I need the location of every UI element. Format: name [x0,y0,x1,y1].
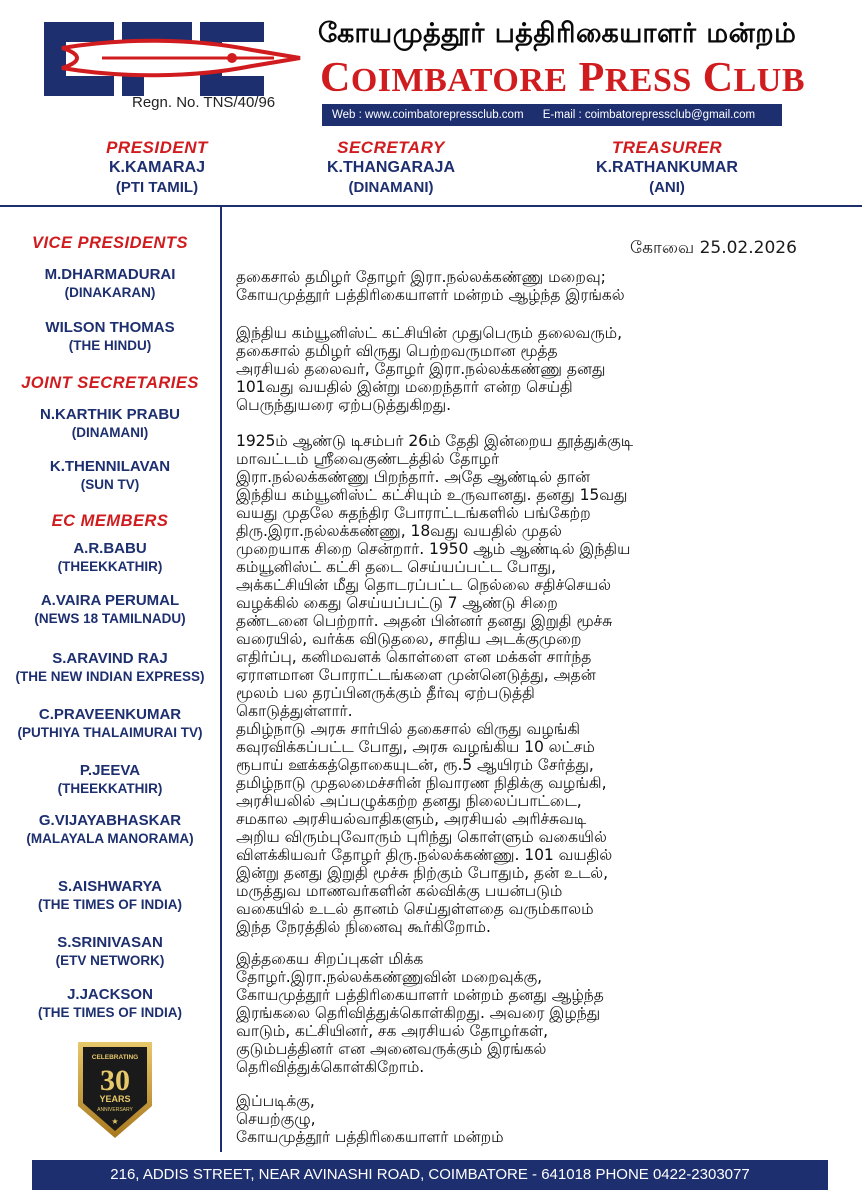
english-title: COIMBATORE PRESS CLUB [320,55,806,101]
website-link[interactable]: Web : www.coimbatorepressclub.com [332,109,524,121]
member-org: (DINAKARAN) [64,285,156,300]
member-org: (THE TIMES OF INDIA) [38,897,182,912]
member-entry [0,812,220,846]
secretary-block [296,138,486,196]
tamil-title: கோயமுத்தூர் பத்திரிகையாளர் மன்றம் [318,18,797,49]
email-link[interactable]: E-mail : coimbatorepressclub@gmail.com [542,109,756,121]
letter-paragraph-3: தமிழ்நாடு அரசு சார்பில் தகைசால் விருது வழங்கி கவுரவிக்கப்பட்ட போது, அரசு வழங்கிய 10 லட்சம் ரூபாய் ஊக்கத்தொகையுடன், ரூ.5 ஆயிரம் சேர்த்து, தமிழ்நாடு முதலமைச்சரின் நிவாரண நிதிக்கு வழங்கி, அரசியலில் அப்பழுக்கற்ற தனது நிலைப்பாட்டை, சமகால அரசியல்வாதிகளும், அரசியல் அரிச்சுவடி அறிய விரும்புவோரும் புரிந்து கொள்ளும் வகையில் விளக்கியவர் தோழர் திரு.நல்லக்கண்ணு. 101 வயதில் இன்று தனது இறுதி மூச்சு நிற்கும் போதும், தன் உடல், மருத்துவ மாணவர்களின் கல்விக்கு பயன்படும் வகையில் உடல் தானம் செய்துள்ளதை வரும்காலம் இந்த நேரத்தில் நினைவு கூர்கிறோம். [236,720,613,936]
members-sidebar [0,232,220,1032]
member-name: C.PRAVEENKUMAR [38,706,182,723]
letter-date: கோவை 25.02.2026 [630,238,797,258]
member-org: (THE NEW INDIAN EXPRESS) [15,669,205,684]
badge-years: YEARS [99,1094,131,1104]
press-club-logo [42,20,304,98]
member-name: K.THENNILAVAN [49,458,171,475]
member-name: N.KARTHIK PRABU [40,406,180,423]
anniversary-badge [76,1040,154,1140]
member-entry [0,650,220,684]
member-entry [0,540,220,574]
svg-text:★: ★ [111,1117,119,1126]
badge-number: 30 [100,1064,130,1097]
treasurer-name: K.RATHANKUMAR [596,159,738,176]
treasurer-block [572,138,762,196]
member-entry [0,266,220,300]
member-entry [0,406,220,440]
president-block [72,138,242,196]
member-entry [0,592,220,626]
member-org: (THEEKKATHIR) [57,559,163,574]
president-org: (PTI TAMIL) [115,179,199,196]
letter-subject: தகைசால் தமிழர் தோழர் இரா.நல்லக்கண்ணு மறைவு; கோயமுத்தூர் பத்திரிகையாளர் மன்றம் ஆழ்ந்த இரங்கல் [236,268,625,304]
vice-presidents-heading: VICE PRESIDENTS [31,234,189,252]
letter-paragraph-2: 1925ம் ஆண்டு டிசம்பர் 26ம் தேதி இன்றைய தூத்துக்குடி மாவட்டம் ஸ்ரீவைகுண்டத்தில் தோழர் இரா.நல்லக்கண்ணு பிறந்தார். அதே ஆண்டில் தான் இந்திய கம்யூனிஸ்ட் கட்சியும் உருவானது. தனது 15வது வயது முதலே சுதந்திர போராட்டங்களில் பங்கேற்ற திரு.இரா.நல்லக்கண்ணு, 18வது வயதில் முதல் முறையாக சிறை சென்றார். 1950 ஆம் ஆண்டில் இந்திய கம்யூனிஸ்ட் கட்சி தடை செய்யப்பட்ட போது, அக்கட்சியின் மீது தொடரப்பட்ட நெல்லை சதிச்செயல் வழக்கில் கைது செய்யப்பட்டு 7 ஆண்டு சிறை தண்டனை பெற்றார். அதன் பின்னர் தனது இறுதி மூச்சு வரையில், வர்க்க விடுதலை, சாதிய அடக்குமுறை எதிர்ப்பு, கனிமவளக் கொள்ளை என மக்கள் சார்ந்த ஏராளமான போராட்டங்களை முன்னெடுத்து, அதன் மூலம் பல தரப்பினருக்கும் தீர்வு ஏற்படுத்தி கொடுத்துள்ளார். [236,432,634,720]
treasurer-org: (ANI) [649,179,685,196]
member-org: (ETV NETWORK) [55,953,165,968]
registration-number: Regn. No. TNS/40/96 [132,94,276,111]
secretary-role: SECRETARY [337,138,445,157]
contact-bar [322,104,782,126]
badge-top-text: CELEBRATING [91,1054,139,1061]
member-name: S.ARAVIND RAJ [52,650,168,667]
joint-secretaries-heading: JOINT SECRETARIES [21,374,199,392]
member-org: (DINAMANI) [71,425,149,440]
member-org: (THEEKKATHIR) [57,781,163,796]
member-org: (THE HINDU) [68,338,152,353]
member-name: S.AISHWARYA [58,878,162,895]
letter-paragraph-4: இத்தகைய சிறப்புகள் மிக்க தோழர்.இரா.நல்லக்கண்ணுவின் மறைவுக்கு, கோயமுத்தூர் பத்திரிகையாளர் மன்றம் தனது ஆழ்ந்த இரங்கலை தெரிவித்துக்கொள்கிறது. அவரை இழந்து வாடும், கட்சியினர், சக அரசியல் தோழர்கள், குடும்பத்தினர் என அனைவருக்கும் இரங்கல் தெரிவித்துக்கொள்கிறோம். [236,950,604,1076]
letter-signoff: இப்படிக்கு, செயற்குழு, கோயமுத்தூர் பத்திரிகையாளர் மன்றம் [236,1092,504,1146]
member-entry [0,878,220,912]
president-role: PRESIDENT [106,138,208,157]
member-name: J.JACKSON [67,986,153,1003]
ec-members-heading: EC MEMBERS [51,512,169,530]
member-name: S.SRINIVASAN [57,934,163,951]
member-org: (NEWS 18 TAMILNADU) [34,611,186,626]
member-name: WILSON THOMAS [45,319,175,336]
member-org: (SUN TV) [80,477,140,492]
member-entry [0,986,220,1020]
member-name: A.R.BABU [73,540,147,557]
letter-paragraph-1: இந்திய கம்யூனிஸ்ட் கட்சியின் முதுபெரும் தலைவரும், தகைசால் தமிழர் விருது பெற்றவருமான மூத்த அரசியல் தலைவர், தோழர் இரா.நல்லக்கண்ணு தனது 101வது வயதில் இன்று மறைந்தார் என்ற செய்தி பெருந்துயரை ஏற்படுத்துகிறது. [236,324,622,414]
member-name: M.DHARMADURAI [44,266,176,283]
president-name: K.KAMARAJ [109,159,205,176]
member-entry [0,762,220,796]
member-org: (PUTHIYA THALAIMURAI TV) [17,725,203,740]
badge-bottom-text: ANNIVERSARY [97,1107,133,1113]
secretary-org: (DINAMANI) [348,179,434,196]
footer-address-bar: 216, ADDIS STREET, NEAR AVINASHI ROAD, COIMBATORE - 641018 PHONE 0422-2303077 [32,1160,828,1190]
member-entry [0,458,220,492]
member-entry [0,934,220,968]
member-org: (THE TIMES OF INDIA) [38,1005,182,1020]
member-entry [0,706,220,740]
secretary-name: K.THANGARAJA [327,159,455,176]
member-org: (MALAYALA MANORAMA) [26,831,194,846]
member-name: G.VIJAYABHASKAR [38,812,182,829]
header-divider [0,205,862,207]
member-entry [0,319,220,353]
member-name: P.JEEVA [79,762,141,779]
sidebar-divider [220,207,222,1152]
treasurer-role: TREASURER [611,138,723,157]
member-name: A.VAIRA PERUMAL [40,592,180,609]
